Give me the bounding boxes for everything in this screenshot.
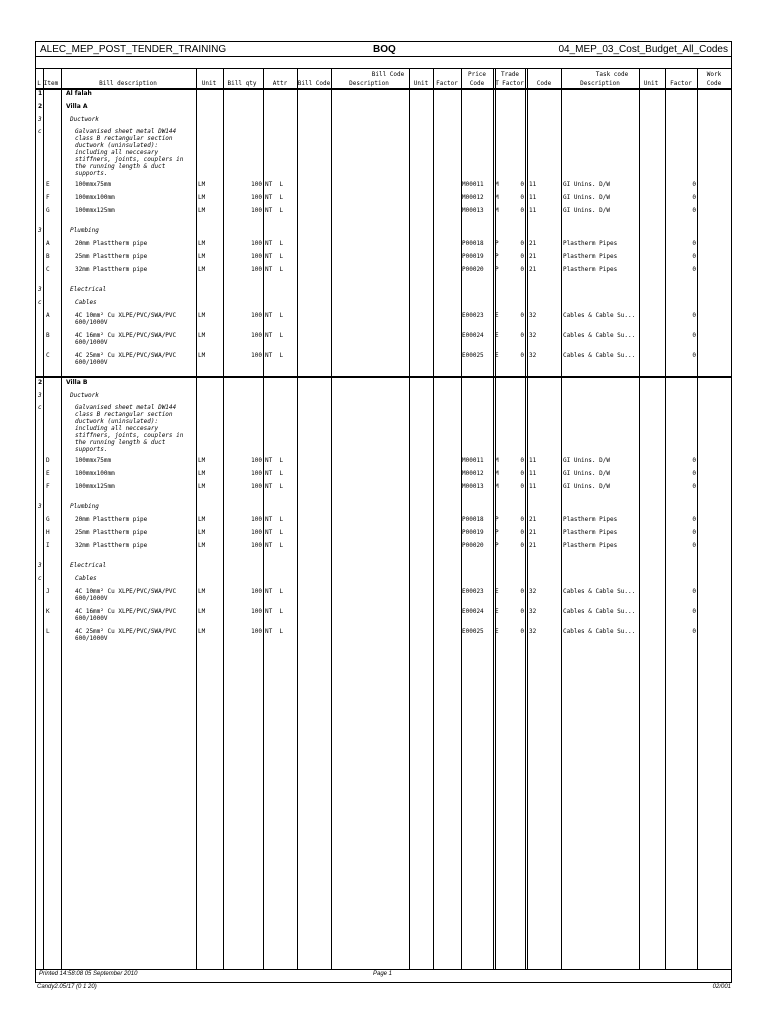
cell-task-factor: 0 [692, 332, 696, 339]
cell-desc: 100mmx100mm [75, 470, 115, 477]
cell-unit: LM [198, 194, 206, 201]
grid-line [561, 68, 562, 969]
col-task-code: Code [536, 80, 552, 87]
cell-l: 3 [38, 116, 42, 123]
cell-unit: LM [198, 266, 206, 273]
cell-task-code: 21 [529, 529, 537, 536]
cell-price-code: E00024 [462, 332, 484, 339]
cell-desc: Electrical [70, 562, 107, 569]
col-bc-unit: Unit [413, 80, 429, 87]
group-task-code: Task code [595, 71, 629, 78]
cell-attr: NT L [265, 253, 284, 260]
cell-t: E [495, 588, 499, 595]
cell-task-factor: 0 [692, 207, 696, 214]
cell-attr: NT L [265, 194, 284, 201]
cell-l: 3 [38, 227, 42, 234]
cell-unit: LM [198, 470, 206, 477]
cell-attr: NT L [265, 312, 284, 319]
cell-desc: Electrical [70, 286, 107, 293]
cell-qty: 100 [251, 266, 262, 273]
cell-qty: 100 [251, 588, 262, 595]
cell-attr: NT L [265, 529, 284, 536]
col-task-factor: Factor [670, 80, 692, 87]
grid-line [525, 68, 526, 969]
cell-desc: Plumbing [70, 503, 99, 510]
cell-task-code: 32 [529, 628, 537, 635]
cell-tf: 0 [520, 352, 524, 359]
cell-task-factor: 0 [692, 608, 696, 615]
cell-unit: LM [198, 352, 206, 359]
col-task-unit: Unit [643, 80, 659, 87]
cell-t: P [495, 253, 499, 260]
section-divider [35, 376, 732, 378]
cell-unit: LM [198, 529, 206, 536]
group-trade: Trade [500, 71, 520, 78]
project-name: ALEC_MEP_POST_TENDER_TRAINING [40, 44, 227, 55]
cell-item: A [46, 312, 50, 319]
cell-task-factor: 0 [692, 240, 696, 247]
cell-t: E [495, 608, 499, 615]
cell-l: 3 [38, 392, 42, 399]
cell-tf: 0 [520, 516, 524, 523]
cell-desc: Cables [75, 299, 97, 306]
cell-attr: NT L [265, 483, 284, 490]
cell-task-desc: GI Unins. D/W [563, 194, 610, 201]
cell-tf: 0 [520, 266, 524, 273]
cell-attr: NT L [265, 542, 284, 549]
cell-l: 2 [38, 379, 43, 386]
cell-desc: Ductwork [70, 116, 99, 123]
col-unit: Unit [201, 80, 217, 87]
cell-desc: 100mmx75mm [75, 181, 112, 188]
cell-desc: 20mm Plasttherm pipe [75, 240, 148, 247]
cell-qty: 100 [251, 470, 262, 477]
cell-task-code: 21 [529, 516, 537, 523]
cell-unit: LM [198, 628, 206, 635]
cell-tf: 0 [520, 253, 524, 260]
cell-task-code: 11 [529, 457, 537, 464]
cell-price-code: M00012 [462, 194, 484, 201]
cell-attr: NT L [265, 470, 284, 477]
cell-item: B [46, 253, 50, 260]
col-trade-factor: Factor [502, 80, 524, 87]
cell-attr: NT L [265, 207, 284, 214]
boq-sheet [35, 41, 732, 983]
report-code: 02/001 [712, 984, 731, 990]
cell-task-code: 21 [529, 266, 537, 273]
cell-desc: 4C 25mm² Cu XLPE/PVC/SWA/PVC 600/1000V [75, 352, 177, 366]
cell-price-code: E00025 [462, 628, 484, 635]
col-bill-qty: Bill qty [227, 80, 257, 87]
cell-task-desc: Plastherm Pipes [563, 516, 618, 523]
cell-attr: NT L [265, 628, 284, 635]
cell-desc: Ductwork [70, 392, 99, 399]
cell-item: E [46, 181, 50, 188]
cell-attr: NT L [265, 352, 284, 359]
cell-task-desc: Plastherm Pipes [563, 542, 618, 549]
cell-l: 2 [38, 103, 43, 110]
grid-line [639, 68, 640, 969]
cell-task-desc: Plastherm Pipes [563, 529, 618, 536]
cell-desc: 32mm Plasttherm pipe [75, 266, 148, 273]
cell-t: M [495, 457, 499, 464]
cell-task-factor: 0 [692, 483, 696, 490]
cell-desc: 100mmx125mm [75, 207, 115, 214]
group-bill-code: Bill Code [371, 71, 405, 78]
col-l: L [37, 80, 41, 87]
cell-task-desc: Cables & Cable Su... [563, 312, 636, 319]
group-price: Price [467, 71, 487, 78]
cell-task-desc: GI Unins. D/W [563, 207, 610, 214]
grid-line [263, 68, 264, 969]
column-header-top [35, 68, 732, 69]
group-work: Work [706, 71, 722, 78]
cell-l: c [38, 128, 42, 135]
cell-desc: Villa A [66, 103, 88, 110]
col-item: Item [43, 80, 59, 87]
cell-task-factor: 0 [692, 181, 696, 188]
cell-attr: NT L [265, 608, 284, 615]
col-bc-description: Description [349, 80, 389, 87]
cell-desc: 32mm Plasttherm pipe [75, 542, 148, 549]
cell-task-desc: GI Unins. D/W [563, 470, 610, 477]
cell-tf: 0 [520, 628, 524, 635]
cell-tf: 0 [520, 470, 524, 477]
cell-item: F [46, 194, 50, 201]
cell-qty: 100 [251, 253, 262, 260]
cell-task-code: 32 [529, 608, 537, 615]
col-bill-code: Bill Code [297, 80, 331, 87]
cell-price-code: P00019 [462, 253, 484, 260]
cell-item: I [46, 542, 50, 549]
cell-attr: NT L [265, 457, 284, 464]
cell-item: G [46, 207, 50, 214]
cell-desc: 4C 16mm² Cu XLPE/PVC/SWA/PVC 600/1000V [75, 332, 177, 346]
cell-task-code: 21 [529, 253, 537, 260]
cell-t: M [495, 470, 499, 477]
cell-task-desc: Plastherm Pipes [563, 266, 618, 273]
cell-item: C [46, 352, 50, 359]
cell-desc: Galvanised sheet metal DW144 class B rectangular section ductwork (uninsulated): including all neccesary stiffners, joints, couplers in the running length & duct supports. [75, 128, 184, 177]
cell-price-code: P00018 [462, 516, 484, 523]
cell-task-factor: 0 [692, 352, 696, 359]
cell-task-desc: GI Unins. D/W [563, 483, 610, 490]
grid-line [697, 68, 698, 969]
cell-price-code: E00025 [462, 352, 484, 359]
col-bill-description: Bill description [99, 80, 157, 87]
cell-unit: LM [198, 516, 206, 523]
cell-attr: NT L [265, 332, 284, 339]
cell-t: E [495, 312, 499, 319]
footer-divider [35, 969, 732, 970]
grid-line [493, 68, 494, 969]
cell-l: c [38, 299, 42, 306]
cell-item: E [46, 470, 50, 477]
cell-task-code: 21 [529, 542, 537, 549]
budget-name: 04_MEP_03_Cost_Budget_All_Codes [558, 44, 728, 55]
cell-qty: 100 [251, 312, 262, 319]
col-work-code: Code [706, 80, 722, 87]
cell-t: E [495, 332, 499, 339]
cell-desc: 100mmx75mm [75, 457, 112, 464]
cell-price-code: P00019 [462, 529, 484, 536]
grid-line [297, 68, 298, 969]
cell-tf: 0 [520, 588, 524, 595]
cell-tf: 0 [520, 529, 524, 536]
cell-qty: 100 [251, 332, 262, 339]
cell-t: M [495, 483, 499, 490]
cell-desc: 20mm Plasttherm pipe [75, 516, 148, 523]
cell-desc: 100mmx100mm [75, 194, 115, 201]
cell-qty: 100 [251, 352, 262, 359]
cell-price-code: M00013 [462, 207, 484, 214]
cell-task-factor: 0 [692, 253, 696, 260]
grid-line [433, 68, 434, 969]
cell-l: 3 [38, 562, 42, 569]
cell-desc: 4C 10mm² Cu XLPE/PVC/SWA/PVC 600/1000V [75, 588, 177, 602]
cell-qty: 100 [251, 483, 262, 490]
cell-price-code: M00012 [462, 470, 484, 477]
cell-item: K [46, 608, 50, 615]
cell-qty: 100 [251, 628, 262, 635]
cell-qty: 100 [251, 542, 262, 549]
cell-item: C [46, 266, 50, 273]
cell-tf: 0 [520, 312, 524, 319]
cell-task-desc: GI Unins. D/W [563, 181, 610, 188]
cell-unit: LM [198, 240, 206, 247]
cell-unit: LM [198, 332, 206, 339]
cell-desc: Galvanised sheet metal DW144 class B rectangular section ductwork (uninsulated): including all neccesary stiffners, joints, couplers in the running length & duct supports. [75, 404, 184, 453]
cell-tf: 0 [520, 483, 524, 490]
cell-tf: 0 [520, 194, 524, 201]
cell-price-code: E00024 [462, 608, 484, 615]
col-bc-factor: Factor [436, 80, 458, 87]
cell-desc: 4C 16mm² Cu XLPE/PVC/SWA/PVC 600/1000V [75, 608, 177, 622]
cell-tf: 0 [520, 207, 524, 214]
cell-unit: LM [198, 588, 206, 595]
cell-l: 1 [38, 90, 43, 97]
cell-item: G [46, 516, 50, 523]
cell-price-code: P00018 [462, 240, 484, 247]
cell-task-factor: 0 [692, 312, 696, 319]
cell-desc: Villa B [66, 379, 88, 386]
cell-task-factor: 0 [692, 194, 696, 201]
cell-qty: 100 [251, 181, 262, 188]
cell-unit: LM [198, 181, 206, 188]
cell-item: H [46, 529, 50, 536]
col-task-description: Description [580, 80, 620, 87]
cell-unit: LM [198, 483, 206, 490]
cell-item: F [46, 483, 50, 490]
cell-price-code: P00020 [462, 542, 484, 549]
cell-attr: NT L [265, 240, 284, 247]
col-trade-t: T [495, 80, 499, 87]
cell-desc: Plumbing [70, 227, 99, 234]
grid-line [409, 68, 410, 969]
cell-task-factor: 0 [692, 542, 696, 549]
cell-unit: LM [198, 253, 206, 260]
cell-task-desc: Cables & Cable Su... [563, 608, 636, 615]
cell-price-code: M00011 [462, 181, 484, 188]
cell-task-desc: GI Unins. D/W [563, 457, 610, 464]
cell-task-desc: Plastherm Pipes [563, 253, 618, 260]
cell-tf: 0 [520, 181, 524, 188]
cell-price-code: E00023 [462, 588, 484, 595]
cell-qty: 100 [251, 457, 262, 464]
cell-task-code: 32 [529, 312, 537, 319]
cell-tf: 0 [520, 542, 524, 549]
grid-line [43, 68, 44, 969]
grid-line [527, 68, 528, 969]
cell-t: P [495, 542, 499, 549]
cell-task-code: 32 [529, 332, 537, 339]
cell-item: B [46, 332, 50, 339]
cell-task-desc: Cables & Cable Su... [563, 588, 636, 595]
cell-unit: LM [198, 608, 206, 615]
cell-t: E [495, 352, 499, 359]
cell-task-code: 11 [529, 194, 537, 201]
cell-t: M [495, 181, 499, 188]
cell-task-factor: 0 [692, 457, 696, 464]
cell-task-code: 11 [529, 470, 537, 477]
cell-t: M [495, 207, 499, 214]
cell-item: A [46, 240, 50, 247]
column-header-bottom [35, 88, 732, 90]
cell-t: P [495, 516, 499, 523]
cell-task-desc: Plastherm Pipes [563, 240, 618, 247]
cell-task-code: 32 [529, 588, 537, 595]
cell-task-desc: Cables & Cable Su... [563, 352, 636, 359]
cell-t: M [495, 194, 499, 201]
cell-t: P [495, 529, 499, 536]
cell-t: P [495, 266, 499, 273]
cell-item: L [46, 628, 50, 635]
cell-desc: Al falah [66, 90, 92, 97]
cell-task-factor: 0 [692, 588, 696, 595]
cell-desc: 25mm Plasttherm pipe [75, 529, 148, 536]
cell-price-code: P00020 [462, 266, 484, 273]
cell-task-code: 11 [529, 483, 537, 490]
cell-tf: 0 [520, 608, 524, 615]
cell-desc: 4C 25mm² Cu XLPE/PVC/SWA/PVC 600/1000V [75, 628, 177, 642]
cell-l: 3 [38, 286, 42, 293]
cell-l: c [38, 575, 42, 582]
cell-qty: 100 [251, 516, 262, 523]
grid-line [331, 68, 332, 969]
cell-desc: Cables [75, 575, 97, 582]
cell-attr: NT L [265, 181, 284, 188]
grid-line [196, 68, 197, 969]
page-title: BOQ [373, 44, 396, 55]
cell-task-desc: Cables & Cable Su... [563, 332, 636, 339]
cell-l: c [38, 404, 42, 411]
cell-desc: 25mm Plasttherm pipe [75, 253, 148, 260]
cell-task-desc: Cables & Cable Su... [563, 628, 636, 635]
cell-desc: 100mmx125mm [75, 483, 115, 490]
cell-t: E [495, 628, 499, 635]
cell-qty: 100 [251, 194, 262, 201]
cell-unit: LM [198, 542, 206, 549]
cell-tf: 0 [520, 457, 524, 464]
cell-qty: 100 [251, 207, 262, 214]
cell-unit: LM [198, 312, 206, 319]
cell-l: 3 [38, 503, 42, 510]
cell-attr: NT L [265, 516, 284, 523]
printed-timestamp: Printed 14:58:08 05 September 2010 [39, 971, 138, 977]
cell-t: P [495, 240, 499, 247]
cell-tf: 0 [520, 332, 524, 339]
cell-price-code: M00011 [462, 457, 484, 464]
software-version: Candy2.05/17 (0 1 20) [37, 984, 97, 990]
cell-attr: NT L [265, 266, 284, 273]
cell-task-factor: 0 [692, 470, 696, 477]
page-number: Page 1 [373, 971, 393, 977]
cell-desc: 4C 10mm² Cu XLPE/PVC/SWA/PVC 600/1000V [75, 312, 177, 326]
cell-task-code: 21 [529, 240, 537, 247]
cell-price-code: E00023 [462, 312, 484, 319]
cell-task-factor: 0 [692, 529, 696, 536]
cell-attr: NT L [265, 588, 284, 595]
cell-item: D [46, 457, 50, 464]
cell-unit: LM [198, 457, 206, 464]
cell-task-code: 32 [529, 352, 537, 359]
cell-qty: 100 [251, 529, 262, 536]
cell-task-code: 11 [529, 207, 537, 214]
cell-item: J [46, 588, 50, 595]
header-divider [35, 56, 732, 57]
cell-unit: LM [198, 207, 206, 214]
col-price-code: Code [469, 80, 485, 87]
cell-qty: 100 [251, 608, 262, 615]
grid-line [61, 68, 62, 969]
cell-tf: 0 [520, 240, 524, 247]
cell-task-factor: 0 [692, 628, 696, 635]
cell-price-code: M00013 [462, 483, 484, 490]
cell-task-factor: 0 [692, 266, 696, 273]
cell-task-code: 11 [529, 181, 537, 188]
cell-qty: 100 [251, 240, 262, 247]
cell-task-factor: 0 [692, 516, 696, 523]
col-attr: Attr [272, 80, 288, 87]
